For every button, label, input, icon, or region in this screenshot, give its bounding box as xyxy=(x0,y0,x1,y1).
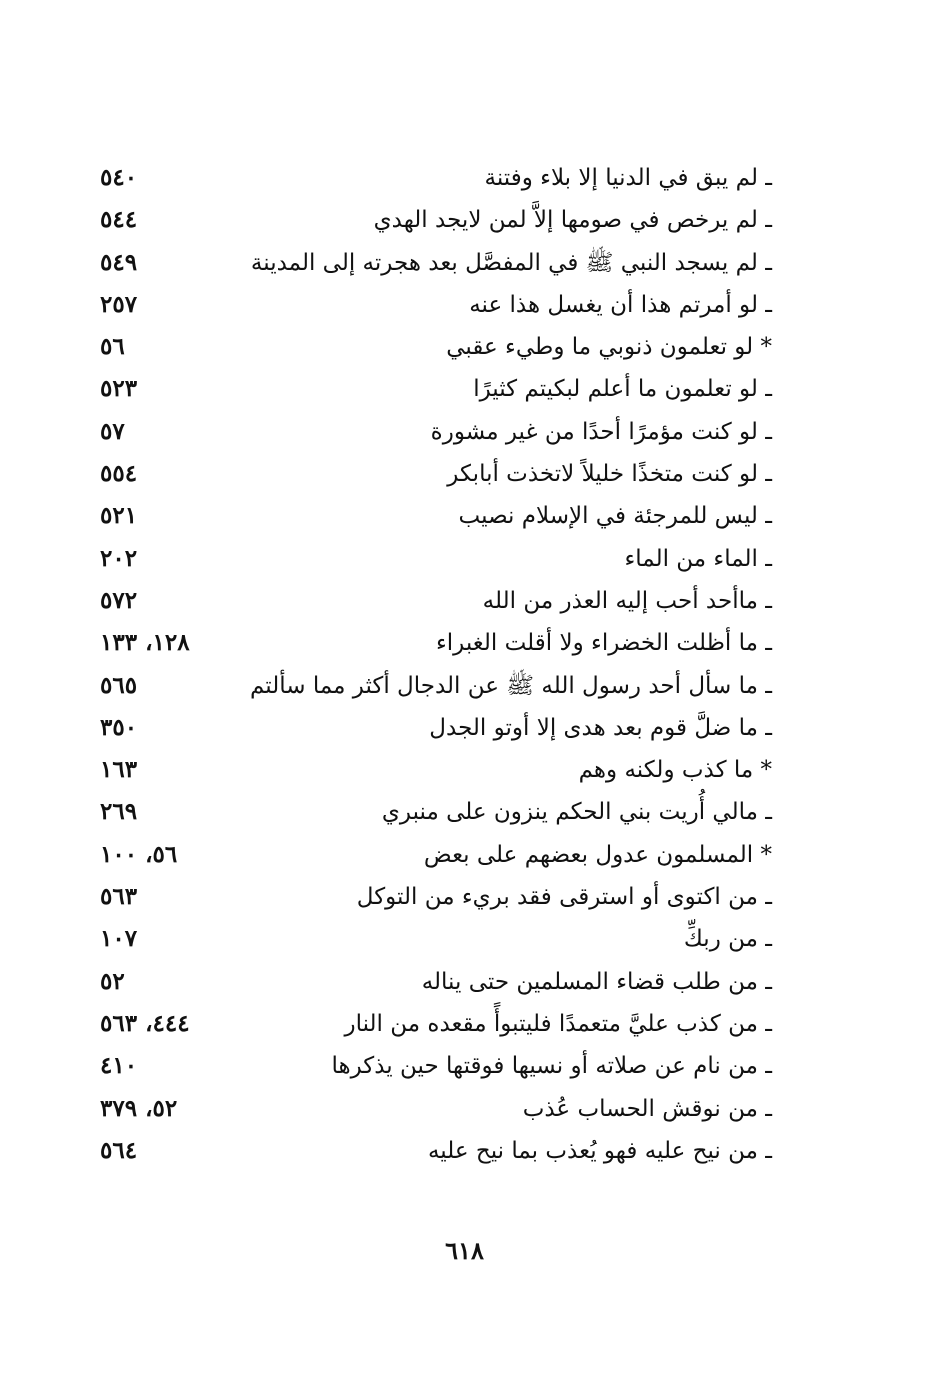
entry-text: ـ الماء من الماء xyxy=(624,545,772,572)
entry-text: * المسلمون عدول بعضهم على بعض xyxy=(423,841,772,868)
index-entry xyxy=(100,708,772,750)
entry-page-refs: ١٦٣ xyxy=(100,756,138,784)
index-entry xyxy=(100,581,772,623)
entry-text: ـ لو أمرتم هذا أن يغسل هذا عنه xyxy=(469,291,772,318)
index-entry xyxy=(100,919,772,961)
entry-page-refs: ٤١٠ xyxy=(100,1052,138,1080)
entry-text: ـ من نام عن صلاته أو نسيها فوقتها حين يذكرها xyxy=(331,1053,772,1080)
entry-text: ـ ليس للمرجئة في الإسلام نصيب xyxy=(458,503,772,530)
entry-text: ـ ما أظلت الخضراء ولا أقلت الغبراء xyxy=(435,630,772,657)
entry-text: ـ ما ضلَّ قوم بعد هدى إلا أوتو الجدل xyxy=(429,714,772,741)
index-entry xyxy=(100,623,772,665)
entry-text: ـ ماأحد أحب إليه العذر من الله xyxy=(482,587,772,614)
index-entry xyxy=(100,792,772,834)
entry-text: * ما كذب ولكنه وهم xyxy=(578,757,772,784)
entry-text: ـ ما سأل أحد رسول الله ﷺ عن الدجال أكثر مما سألتم xyxy=(249,672,772,699)
entry-text: ـ من اكتوى أو استرقى فقد بريء من التوكل xyxy=(356,884,772,911)
entry-page-refs: ٥٧ xyxy=(100,417,125,445)
entry-text: ـ من ربكِّ xyxy=(683,926,772,953)
index-entry xyxy=(100,835,772,877)
index-entry xyxy=(100,327,772,369)
entry-page-refs: ٥٥٤ xyxy=(100,460,138,488)
entry-page-refs: ٥٤٠ xyxy=(100,164,138,191)
index-entry xyxy=(100,1089,772,1131)
entry-text: ـ لو كنت مؤمرًا أحدًا من غير مشورة xyxy=(430,418,772,445)
entry-text: ـ مالي أُريت بني الحكم ينزون على منبري xyxy=(381,799,772,826)
entry-page-refs: ٢٥٧ xyxy=(100,290,138,318)
page-number: ٦١٨ xyxy=(445,1236,484,1265)
entry-page-refs: ٥٢ xyxy=(100,967,125,995)
entry-page-refs: ٣٥٠ xyxy=(100,713,138,741)
entry-page-refs: ٥٧٢ xyxy=(100,586,138,614)
entry-page-refs: ١٢٨، ١٣٣ xyxy=(100,629,190,657)
entry-page-refs: ٥٤٤ xyxy=(100,206,138,234)
entry-page-refs: ٥٢١ xyxy=(100,502,138,530)
index-entry xyxy=(100,539,772,581)
index-entry xyxy=(100,285,772,327)
entry-page-refs: ٥٤٩ xyxy=(100,248,138,276)
entry-text: ـ من كذب عليَّ متعمدًا فليتبوأً مقعده من النار xyxy=(344,1010,772,1037)
entry-text: ـ لم يبق في الدنيا إلا بلاء وفتنة xyxy=(484,165,772,191)
index-entry xyxy=(100,962,772,1004)
entry-text: ـ لم يرخص في صومها إلاَّ لمن لايجد الهدي xyxy=(373,207,772,234)
entry-text: ـ من نيح عليه فهو يُعذب بما نيح عليه xyxy=(427,1137,772,1164)
index-entry xyxy=(100,412,772,454)
index-entry xyxy=(100,243,772,285)
entry-text: ـ لو تعلمون ما أعلم لبكيتم كثيرًا xyxy=(473,376,772,403)
entry-page-refs: ٥٢٣ xyxy=(100,375,138,403)
entry-page-refs: ٢٠٢ xyxy=(100,544,138,572)
index-entry xyxy=(100,877,772,919)
entry-page-refs: ١٠٧ xyxy=(100,925,138,953)
entry-page-refs: ٢٦٩ xyxy=(100,798,138,826)
index-entry xyxy=(100,158,772,200)
index-entry xyxy=(100,666,772,708)
index-entry xyxy=(100,496,772,538)
index-entry xyxy=(100,750,772,792)
entry-text: ـ من نوقش الحساب عُذب xyxy=(522,1095,772,1122)
entry-page-refs: ٥٢، ٣٧٩ xyxy=(100,1094,178,1122)
entry-text: ـ لم يسجد النبي ﷺ في المفصَّل بعد هجرته إلى المدينة xyxy=(250,249,772,276)
entry-text: ـ من طلب قضاء المسلمين حتى يناله xyxy=(421,968,772,995)
index-entry xyxy=(100,369,772,411)
entry-page-refs: ٥٦ xyxy=(100,333,125,361)
index-entry xyxy=(100,200,772,242)
index-entry xyxy=(100,1046,772,1088)
entry-page-refs: ٤٤٤، ٥٦٣ xyxy=(100,1009,190,1037)
entry-page-refs: ٥٦٣ xyxy=(100,883,138,911)
index-entry xyxy=(100,1004,772,1046)
hadith-index-list xyxy=(100,158,772,1173)
entry-text: ـ لو كنت متخذًا خليلاً لاتخذت أبابكر xyxy=(447,461,772,488)
entry-text: * لو تعلمون ذنوبي ما وطيء عقبي xyxy=(446,334,772,361)
entry-page-refs: ٥٦، ١٠٠ xyxy=(100,840,178,868)
index-entry xyxy=(100,1131,772,1173)
index-entry xyxy=(100,454,772,496)
entry-page-refs: ٥٦٥ xyxy=(100,671,138,699)
entry-page-refs: ٥٦٤ xyxy=(100,1136,138,1164)
